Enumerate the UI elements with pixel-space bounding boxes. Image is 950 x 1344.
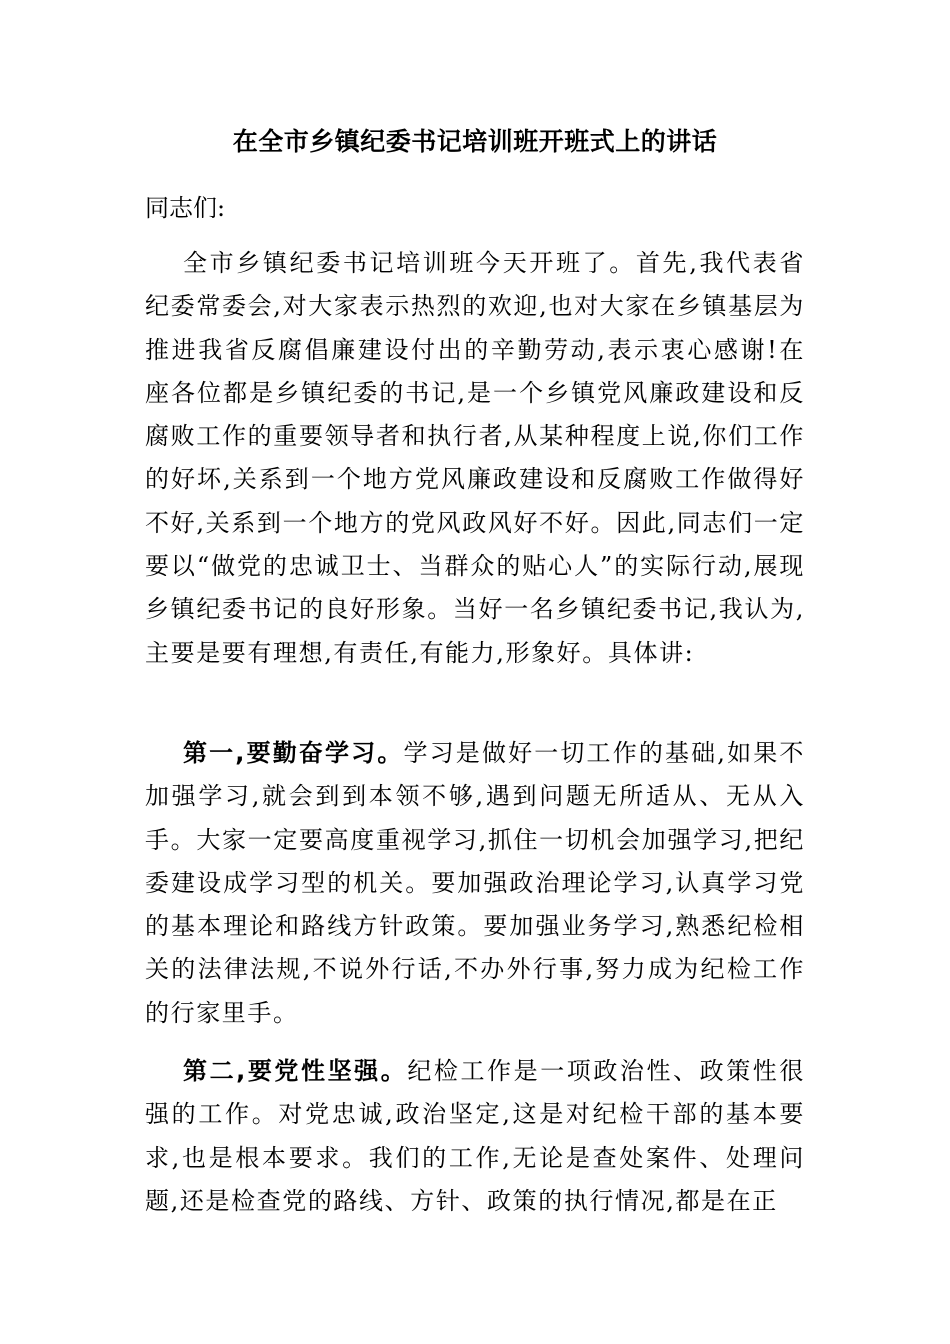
document-title: 在全市乡镇纪委书记培训班开班式上的讲话: [232, 127, 718, 156]
paragraph-lead: 第二,要党性坚强。: [183, 1057, 408, 1085]
paragraph-text: 学习是做好一切工作的基础,如果不加强学习,就会到到本领不够,遇到问题无所适从、无从入手。大家一定要高度重视学习,抓住一切机会加强学习,把纪委建设成学习型的机关。要加强政治理论学习,认真学习党的基本理论和路线方针政策。要加强业务学习,熟悉纪检相关的法律法规,不说外行话,不办外行事,努力成为纪检工作的行家里手。: [145, 739, 805, 1027]
paragraph-study: [145, 732, 805, 1035]
paragraph-text: 纪检工作是一项政治性、政策性很强的工作。对党忠诚,政治坚定,这是对纪检干部的基本要求,也是根本要求。我们的工作,无论是查处案件、处理问题,还是检查党的路线、方针、政策的执行情况,都是在正: [145, 1057, 805, 1215]
paragraph-text: 全市乡镇纪委书记培训班今天开班了。首先,我代表省纪委常委会,对大家表示热烈的欢迎,也对大家在乡镇基层为推进我省反腐倡廉建设付出的辛勤劳动,表示衷心感谢!在座各位都是乡镇纪委的书记,是一个乡镇党风廉政建设和反腐败工作的重要领导者和执行者,从某种程度上说,你们工作的好坏,关系到一个地方党风廉政建设和反腐败工作做得好不好,关系到一个地方的党风政风好不好。因此,同志们一定要以“做党的忠诚卫士、当群众的贴心人”的实际行动,展现乡镇纪委书记的良好形象。当好一名乡镇纪委书记,我认为,主要是要有理想,有责任,有能力,形象好。具体讲:: [145, 249, 805, 667]
paragraph-lead: 第一,要勤奋学习。: [183, 739, 404, 767]
salutation: 同志们:: [145, 194, 226, 222]
paragraph-party-spirit: [145, 1050, 805, 1223]
paragraph-intro: [145, 242, 805, 675]
